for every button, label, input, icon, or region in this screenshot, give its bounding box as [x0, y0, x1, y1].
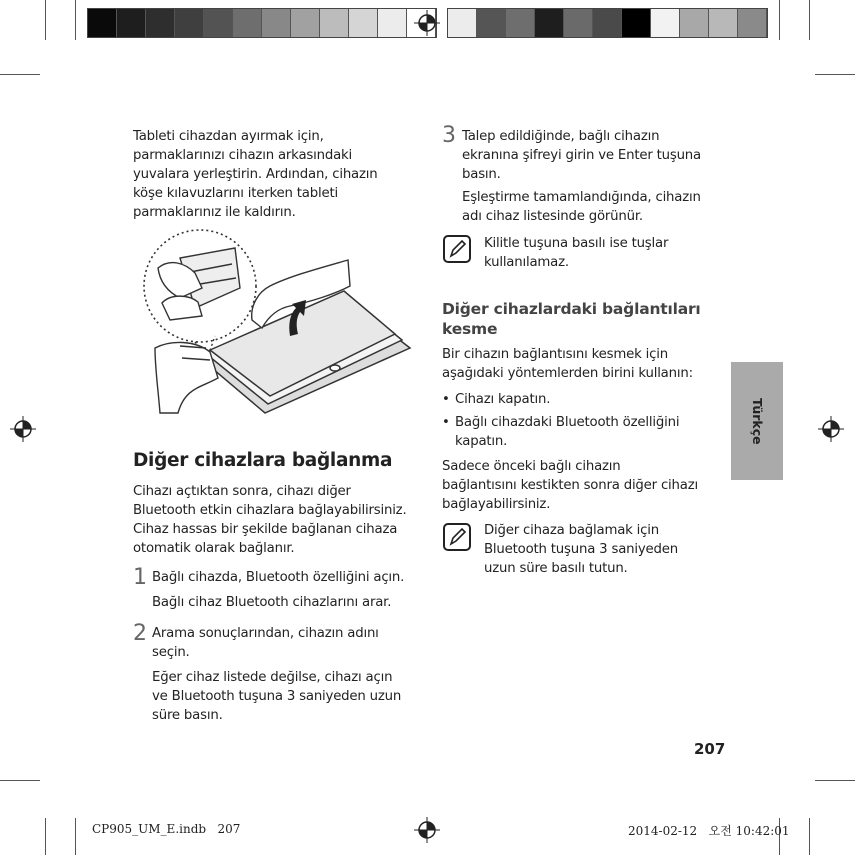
- color-bar-right: [447, 8, 768, 38]
- color-swatch: [291, 9, 320, 37]
- note-icon: [443, 523, 471, 551]
- note-icon: [443, 235, 471, 263]
- color-swatch: [117, 9, 146, 37]
- step-3-text: Talep edildiğinde, bağlı cihazın ekranına şifreyi girin ve Enter tuşuna basın.: [462, 129, 701, 182]
- section-heading-disconnect: Diğer cihazlardaki bağlantıları kesme: [442, 300, 701, 338]
- disconnect-after-paragraph: Sadece önceki bağlı cihazın bağlantısını kestikten sonra diğer cihazı bağlayabilirsiniz.: [442, 459, 699, 512]
- note-1-text: Kilitle tuşuna basılı ise tuşlar kullanılamaz.: [484, 236, 669, 270]
- color-swatch: [88, 9, 117, 37]
- color-swatch: [477, 9, 506, 37]
- color-swatch: [680, 9, 709, 37]
- language-side-tab: [731, 362, 783, 480]
- registration-mark-icon: [414, 817, 440, 843]
- color-swatch: [448, 9, 477, 37]
- registration-mark-icon: [10, 416, 36, 442]
- footer-filename: CP905_UM_E.indb 207: [92, 822, 241, 836]
- color-swatch: [622, 9, 651, 37]
- crop-mark: [0, 780, 40, 781]
- color-swatch: [651, 9, 680, 37]
- crop-mark: [0, 74, 40, 75]
- registration-mark-icon: [414, 10, 440, 36]
- tablet-dock: [200, 291, 410, 413]
- step-1-subtext: Bağlı cihaz Bluetooth cihazlarını arar.: [152, 595, 392, 610]
- bullet-1-text: Cihazı kapatın.: [455, 392, 551, 407]
- footer-timestamp: 2014-02-12 오전 10:42:01: [628, 824, 790, 838]
- color-swatch: [709, 9, 738, 37]
- crop-mark: [815, 74, 855, 75]
- step-1-text: Bağlı cihazda, Bluetooth özelliğini açın.: [152, 570, 405, 585]
- zoom-detail: [158, 248, 240, 320]
- color-swatch: [506, 9, 535, 37]
- step-3-subtext: Eşleştirme tamamlandığında, cihazın adı cihaz listesinde görünür.: [462, 190, 701, 224]
- section-heading-connect: Diğer cihazlara bağlanma: [133, 450, 393, 471]
- color-swatch: [349, 9, 378, 37]
- step-number: 1: [133, 565, 147, 590]
- crop-mark: [45, 0, 46, 40]
- connect-paragraph: Cihazı açtıktan sonra, cihazı diğer Bluetooth etkin cihazlara bağlayabilirsiniz. Cihaz hassas bir şekilde bağlanan cihaza otomatik olarak bağlanır.: [133, 484, 407, 556]
- color-swatch: [320, 9, 349, 37]
- disconnect-intro: Bir cihazın bağlantısını kesmek için aşağıdaki yöntemlerden birini kullanın:: [442, 347, 693, 381]
- note-2-text: Diğer cihaza bağlamak için Bluetooth tuşuna 3 saniyeden uzun süre basılı tutun.: [484, 523, 678, 576]
- bullet-list-item: •: [442, 392, 450, 407]
- crop-mark: [779, 0, 780, 40]
- crop-mark: [815, 780, 855, 781]
- color-swatch: [378, 9, 407, 37]
- crop-mark: [75, 818, 76, 855]
- crop-mark: [809, 0, 810, 40]
- language-label: Türkçe: [750, 398, 765, 445]
- color-swatch: [738, 9, 767, 37]
- intro-paragraph: Tableti cihazdan ayırmak için, parmaklarınızı cihazın arkasındaki yuvalara yerleştirin. Ardından, cihazın köşe kılavuzlarını iterken tableti parmaklarınız ile kaldırın.: [133, 129, 378, 220]
- tablet-detach-illustration: [140, 228, 412, 418]
- hand-left: [155, 342, 218, 413]
- color-swatch: [175, 9, 204, 37]
- registration-mark-icon: [818, 416, 844, 442]
- crop-mark: [75, 0, 76, 40]
- bullet-2-text: Bağlı cihazdaki Bluetooth özelliğini kapatın.: [455, 415, 680, 449]
- color-swatch: [535, 9, 564, 37]
- step-number: 2: [133, 621, 147, 646]
- color-swatch: [262, 9, 291, 37]
- color-swatch: [564, 9, 593, 37]
- step-2-text: Arama sonuçlarından, cihazın adını seçin.: [152, 626, 379, 660]
- step-number: 3: [442, 123, 456, 148]
- crop-mark: [809, 818, 810, 855]
- bullet-list-item: •: [442, 415, 450, 430]
- color-swatch: [233, 9, 262, 37]
- color-bar-left: [87, 8, 437, 38]
- color-swatch: [146, 9, 175, 37]
- step-2-subtext: Eğer cihaz listede değilse, cihazı açın ve Bluetooth tuşuna 3 saniyeden uzun süre basın.: [152, 670, 402, 723]
- color-swatch: [593, 9, 622, 37]
- page-number: 207: [694, 740, 726, 758]
- crop-mark: [45, 818, 46, 855]
- color-swatch: [204, 9, 233, 37]
